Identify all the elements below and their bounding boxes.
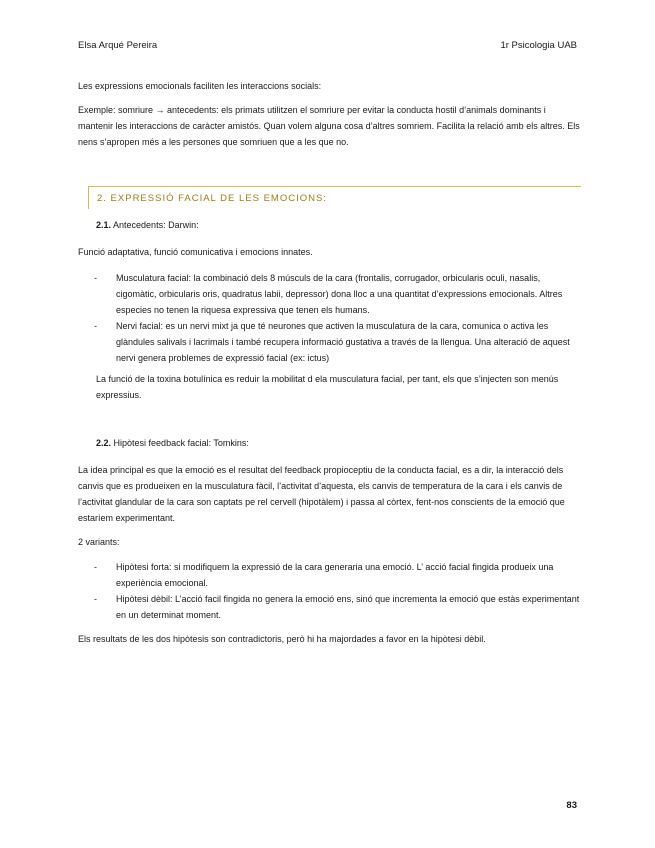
list-item-text: Hipòtesi forta: si modifiquem la expressió de la cara generaria una emoció. L’ acció facial fingida produeix una experiència emocional. — [116, 562, 554, 588]
intro-paragraph: Les expressions emocionals faciliten les interaccions socials: — [78, 81, 322, 91]
bullet-list — [94, 270, 580, 366]
list-item-text: Hipòtesi dèbil: L’acció facil fingida no genera la emoció ens, sinó que incrementa la emoció que estàs experimentant en un determinat moment. — [116, 594, 580, 620]
variants-lead: 2 variants: — [78, 537, 120, 547]
header-course: 1r Psicologia UAB — [500, 40, 577, 51]
bullet-marker: - — [94, 273, 97, 283]
bullet-list — [94, 559, 580, 623]
conclusion-paragraph: Els resultats de les dos hipòtesis son contradictoris, però hi ha majordades a favor en la hipòtesi dèbil. — [78, 634, 486, 644]
page-number: 83 — [566, 800, 577, 811]
subsection-number: 2.2. — [96, 438, 112, 448]
header-author: Elsa Arqué Pereira — [78, 40, 158, 51]
lead-paragraph: Funció adaptativa, funció comunicativa i emocions innates. — [78, 247, 313, 257]
list-item — [94, 559, 580, 591]
bullet-marker: - — [94, 562, 97, 572]
bullet-marker: - — [94, 321, 97, 331]
note-paragraph: La funció de la toxina botulínica es reduir la mobilitat d ela musculatura facial, per tant, els que s’injecten son menús expressius. — [96, 374, 559, 400]
list-item — [94, 318, 580, 366]
example-paragraph: Exemple: somriure → antecedents: els primats utilitzen el somriure per evitar la conducta hostil d’animals dominants i mantenir les interaccions de caràcter amistós. Quan volem alguna cosa d’altres somriem. Facilita la relació amb els altres. Els nens s’apropen més a les persones que somriuen que a les que no. — [78, 105, 580, 147]
subsection-heading — [96, 220, 199, 230]
subsection-title: Hipòtesi feedback facial: Tomkins: — [113, 438, 249, 448]
bullet-marker: - — [94, 594, 97, 604]
list-item-text: Nervi facial: es un nervi mixt ja que té neurones que activen la musculatura de la cara, comunica o activa les glàndules salivals i lacrimals i també recupera informació gustativa a través de la llengua. Una alteració de aquest nervi genera problemes de expressió facial (ex: ictus) — [116, 321, 570, 363]
subsection-number: 2.1. — [96, 220, 112, 230]
body-paragraph: La idea principal es que la emoció es el resultat del feedback propioceptiu de la conducta facial, es a dir, la interacció dels canvis que es produeixen en la musculatura fàcil, l’activitat d’aquesta, els canvis de temperatura de la cara i els canvis de l’activitat glandular de la cara son captats pe rel cervell (hipotàlem) i passa al còrtex, fent-nos conscients de la emoció que estaríem experimentant. — [78, 465, 565, 523]
section-heading-box — [88, 186, 581, 209]
subsection-title: Antecedents: Darwin: — [113, 220, 199, 230]
list-item — [94, 270, 580, 318]
subsection-heading — [96, 438, 249, 448]
list-item — [94, 591, 580, 623]
list-item-text: Musculatura facial: la combinació dels 8 músculs de la cara (frontalis, corrugador, orbicularis oculi, nasalis, cigomàtic, orbicularis oris, quadratus labii, depressor) dona lloc a una quantitat d’expressions emocionals. Altres especies no tenen la riquesa expressiva que tenen els humans. — [116, 273, 563, 315]
section-title: 2. EXPRESSIÓ FACIAL DE LES EMOCIONS: — [97, 193, 327, 204]
